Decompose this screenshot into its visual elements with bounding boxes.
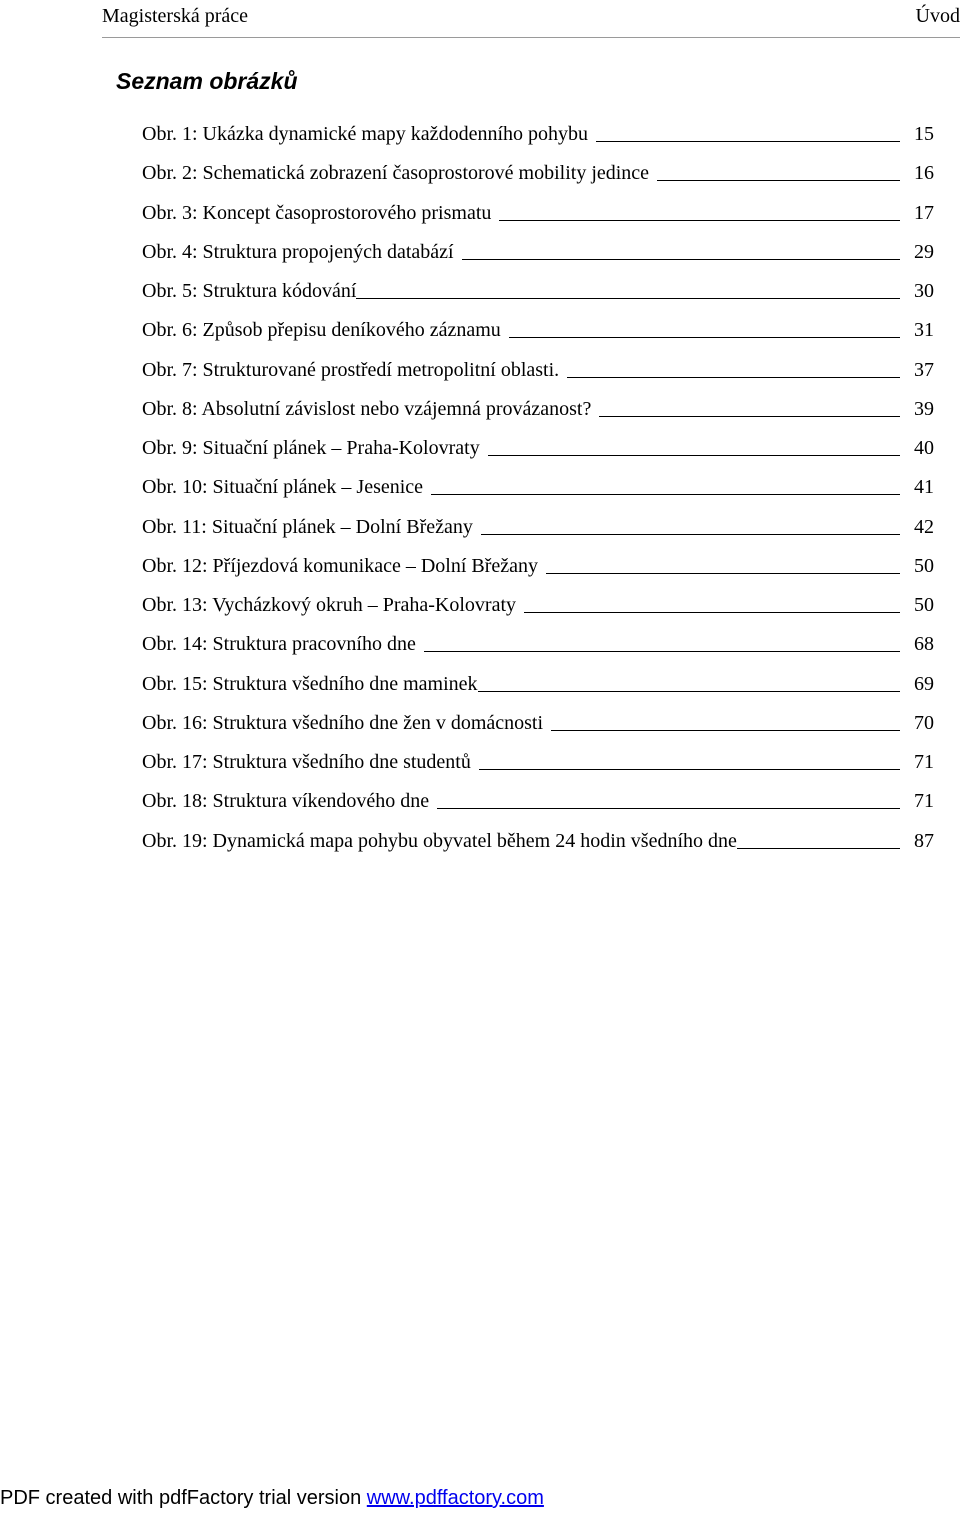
leader-line (599, 390, 900, 417)
pdf-watermark-footer (0, 1487, 544, 1510)
leader-line (567, 351, 900, 378)
leader-line (478, 665, 900, 692)
figure-entry-label: Obr. 11: Situační plánek – Dolní Břežany (142, 515, 473, 538)
pdffactory-link[interactable]: www.pdffactory.com (366, 1487, 544, 1509)
figure-entry-page: 29 (914, 240, 934, 263)
leader-line (499, 194, 900, 221)
figure-entry-page: 50 (914, 594, 934, 616)
list-of-figures (142, 115, 934, 861)
figure-entry[interactable] (142, 351, 934, 390)
figure-entry-page: 17 (914, 201, 934, 224)
leader-line (424, 625, 900, 652)
figure-entry[interactable] (142, 194, 934, 233)
leader-line (546, 547, 900, 574)
figure-entry-page: 37 (914, 358, 934, 381)
figure-entry-label: Obr. 16: Struktura všedního dne žen v domácnosti (142, 711, 544, 734)
figure-entry[interactable] (142, 782, 934, 821)
figure-entry[interactable] (142, 115, 934, 154)
header-chapter: Úvod (915, 5, 960, 27)
leader-line (596, 115, 900, 142)
figure-entry[interactable] (142, 233, 934, 272)
pdf-watermark-text: PDF created with pdfFactory trial version (0, 1487, 367, 1509)
figure-entry-page: 71 (914, 790, 934, 813)
figure-entry[interactable] (142, 547, 934, 586)
figure-entry[interactable] (142, 625, 934, 664)
figure-entry-page: 16 (914, 162, 934, 185)
figure-entry-label: Obr. 14: Struktura pracovního dne (142, 633, 416, 656)
figure-entry[interactable] (142, 665, 934, 704)
leader-line (431, 468, 900, 495)
figure-entry-page: 70 (914, 711, 934, 734)
figure-entry-label: Obr. 2: Schematická zobrazení časoprostorové mobility jedince (142, 162, 650, 185)
leader-line (737, 822, 900, 849)
figure-entry-label: Obr. 19: Dynamická mapa pohybu obyvatel během 24 hodin všedního dne (142, 829, 737, 852)
figure-entry-page: 41 (914, 476, 934, 499)
leader-line (524, 586, 900, 613)
figure-entry-label: Obr. 12: Příjezdová komunikace – Dolní Břežany (142, 554, 539, 577)
figure-entry-page: 68 (914, 633, 934, 656)
leader-line (509, 311, 900, 338)
figure-entry-page: 69 (914, 672, 934, 695)
figure-entry-label: Obr. 10: Situační plánek – Jesenice (142, 476, 424, 499)
figure-entry[interactable] (142, 272, 934, 311)
leader-line (437, 782, 900, 809)
figure-entry-label: Obr. 8: Absolutní závislost nebo vzájemná provázanost? (142, 397, 592, 420)
figure-entry-label: Obr. 7: Strukturované prostředí metropolitní oblasti. (142, 358, 560, 381)
figure-entry[interactable] (142, 508, 934, 547)
leader-line (551, 704, 900, 731)
header-document-type: Magisterská práce (102, 5, 249, 27)
list-of-figures-heading: Seznam obrázků (116, 68, 298, 94)
figure-entry[interactable] (142, 586, 934, 625)
figure-entry-page: 31 (914, 319, 934, 342)
figure-entry[interactable] (142, 704, 934, 743)
leader-line (657, 154, 900, 181)
figure-entry-label: Obr. 5: Struktura kódování (142, 280, 357, 302)
figure-entry[interactable] (142, 311, 934, 350)
figure-entry-label: Obr. 1: Ukázka dynamické mapy každodenního pohybu (142, 123, 588, 145)
figure-entry-page: 42 (914, 515, 934, 538)
figure-entry-page: 15 (914, 123, 934, 145)
figure-entry[interactable] (142, 468, 934, 507)
leader-line (356, 272, 900, 299)
figure-entry-page: 50 (914, 554, 934, 577)
leader-line (462, 233, 900, 260)
figure-entry-label: Obr. 18: Struktura víkendového dne (142, 790, 430, 813)
figure-entry-label: Obr. 9: Situační plánek – Praha-Kolovraty (142, 437, 480, 459)
figure-entry-page: 87 (914, 829, 934, 852)
figure-entry[interactable] (142, 743, 934, 782)
leader-line (481, 508, 900, 535)
figure-entry-label: Obr. 15: Struktura všedního dne maminek (142, 672, 478, 695)
figure-entry-label: Obr. 3: Koncept časoprostorového prismatu (142, 201, 492, 224)
page-header (102, 0, 960, 38)
figure-entry[interactable] (142, 154, 934, 193)
figure-entry-page: 71 (914, 751, 934, 773)
figure-entry[interactable] (142, 429, 934, 468)
figure-entry-label: Obr. 13: Vycházkový okruh – Praha-Kolovraty (142, 594, 517, 616)
figure-entry-page: 39 (914, 397, 934, 420)
leader-line (488, 429, 900, 456)
figure-entry[interactable] (142, 822, 934, 861)
figure-entry-page: 40 (914, 437, 934, 459)
figure-entry-label: Obr. 4: Struktura propojených databází (142, 240, 454, 263)
figure-entry-page: 30 (914, 280, 934, 302)
figure-entry[interactable] (142, 390, 934, 429)
figure-entry-label: Obr. 6: Způsob přepisu deníkového záznamu (142, 319, 501, 342)
figure-entry-label: Obr. 17: Struktura všedního dne studentů (142, 751, 471, 773)
leader-line (479, 743, 900, 770)
